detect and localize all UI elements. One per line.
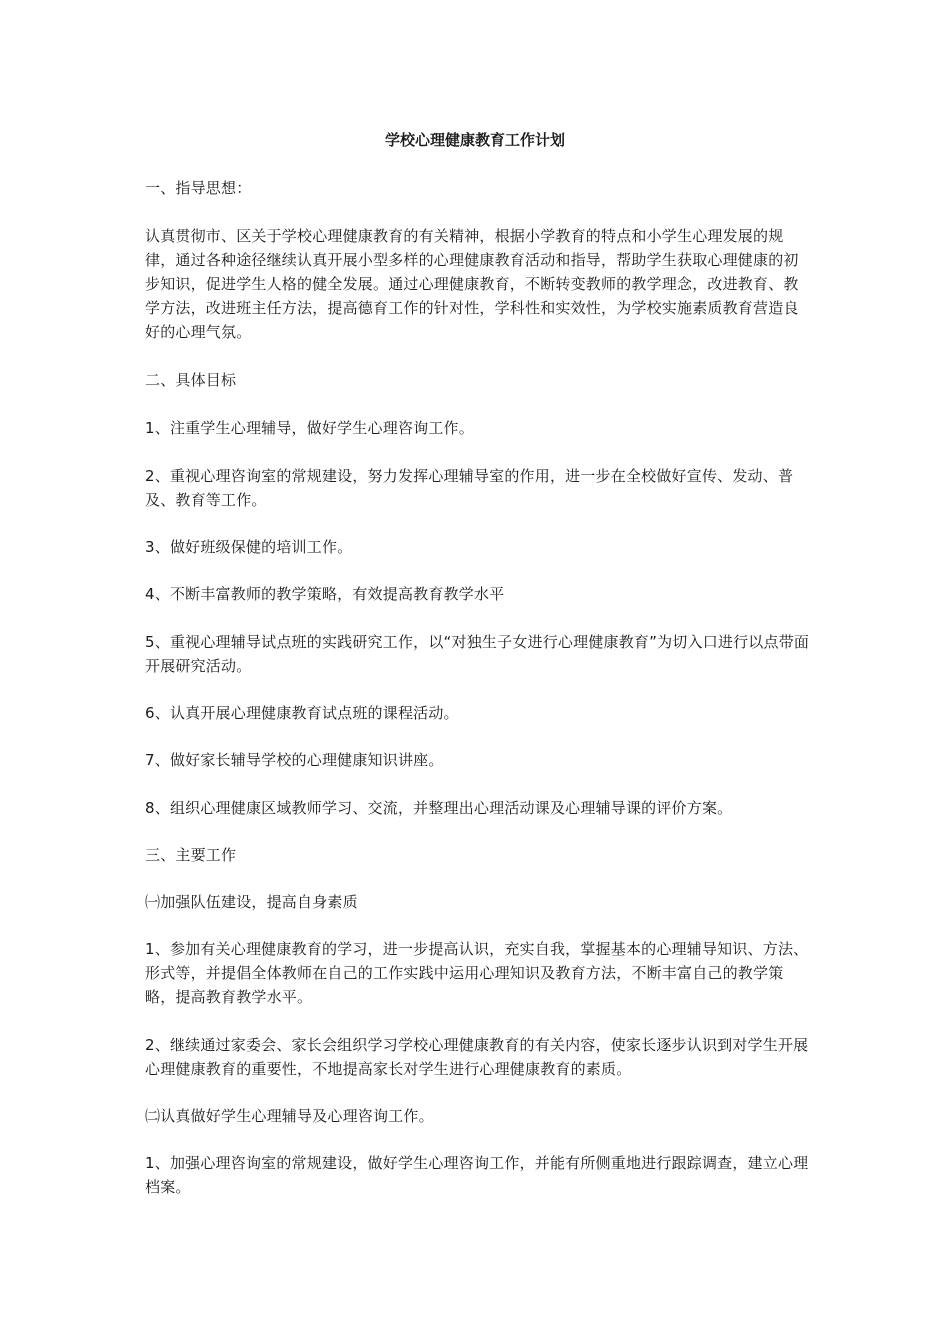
subsection-heading-team-building: ㈠加强队伍建设，提高自身素质 [145, 893, 358, 911]
work-item-2: 2、继续通过家委会、家长会组织学习学校心理健康教育的有关内容，使家长逐步认识到对学生开展心理健康教育的重要性，不地提高家长对学生进行心理健康教育的素质。 [145, 1036, 809, 1078]
document-title: 学校心理健康教育工作计划 [384, 131, 565, 149]
goal-item-3: 3、做好班级保健的培训工作。 [145, 538, 353, 556]
paragraph-guiding-thought: 认真贯彻市、区关于学校心理健康教育的有关精神，根据小学教育的特点和小学生心理发展的规律，通过各种途径继续认真开展小型多样的心理健康教育活动和指导，帮助学生获取心理健康的初步知识，促进学生人格的健全发展。通过心理健康教育，不断转变教师的教学理念，改进教育、教学方法，改进班主任方法，提高德育工作的针对性，学科性和实效性，为学校实施素质教育营造良好的心理气氛。 [145, 227, 799, 341]
goal-item-4: 4、不断丰富教师的教学策略，有效提高教育教学水平 [145, 585, 505, 603]
goal-item-2: 2、重视心理咨询室的常规建设，努力发挥心理辅导室的作用，进一步在全校做好宣传、发动、普及、教育等工作。 [145, 467, 794, 509]
section-heading-main-work: 三、主要工作 [145, 846, 237, 864]
goal-item-5: 5、重视心理辅导试点班的实践研究工作，以“对独生子女进行心理健康教育”为切入口进行以点带面开展研究活动。 [145, 633, 810, 675]
goal-item-8: 8、组织心理健康区域教师学习、交流，并整理出心理活动课及心理辅导课的评价方案。 [145, 799, 733, 817]
goal-item-1: 1、注重学生心理辅导，做好学生心理咨询工作。 [145, 419, 474, 437]
subsection-heading-counseling: ㈡认真做好学生心理辅导及心理咨询工作。 [145, 1107, 434, 1125]
work-item-1: 1、参加有关心理健康教育的学习，进一步提高认识，充实自我，掌握基本的心理辅导知识、方法、形式等，并提倡全体教师在自己的工作实践中运用心理知识及教育方法，不断丰富自己的教学策略，提高教育教学水平。 [145, 940, 809, 1006]
section-heading-guiding-thought: 一、指导思想： [145, 179, 252, 197]
goal-item-6: 6、认真开展心理健康教育试点班的课程活动。 [145, 704, 459, 722]
section-heading-goals: 二、具体目标 [145, 371, 237, 389]
goal-item-7: 7、做好家长辅导学校的心理健康知识讲座。 [145, 751, 444, 769]
counseling-item-1: 1、加强心理咨询室的常规建设，做好学生心理咨询工作，并能有所侧重地进行跟踪调查，建立心理档案。 [145, 1154, 809, 1196]
